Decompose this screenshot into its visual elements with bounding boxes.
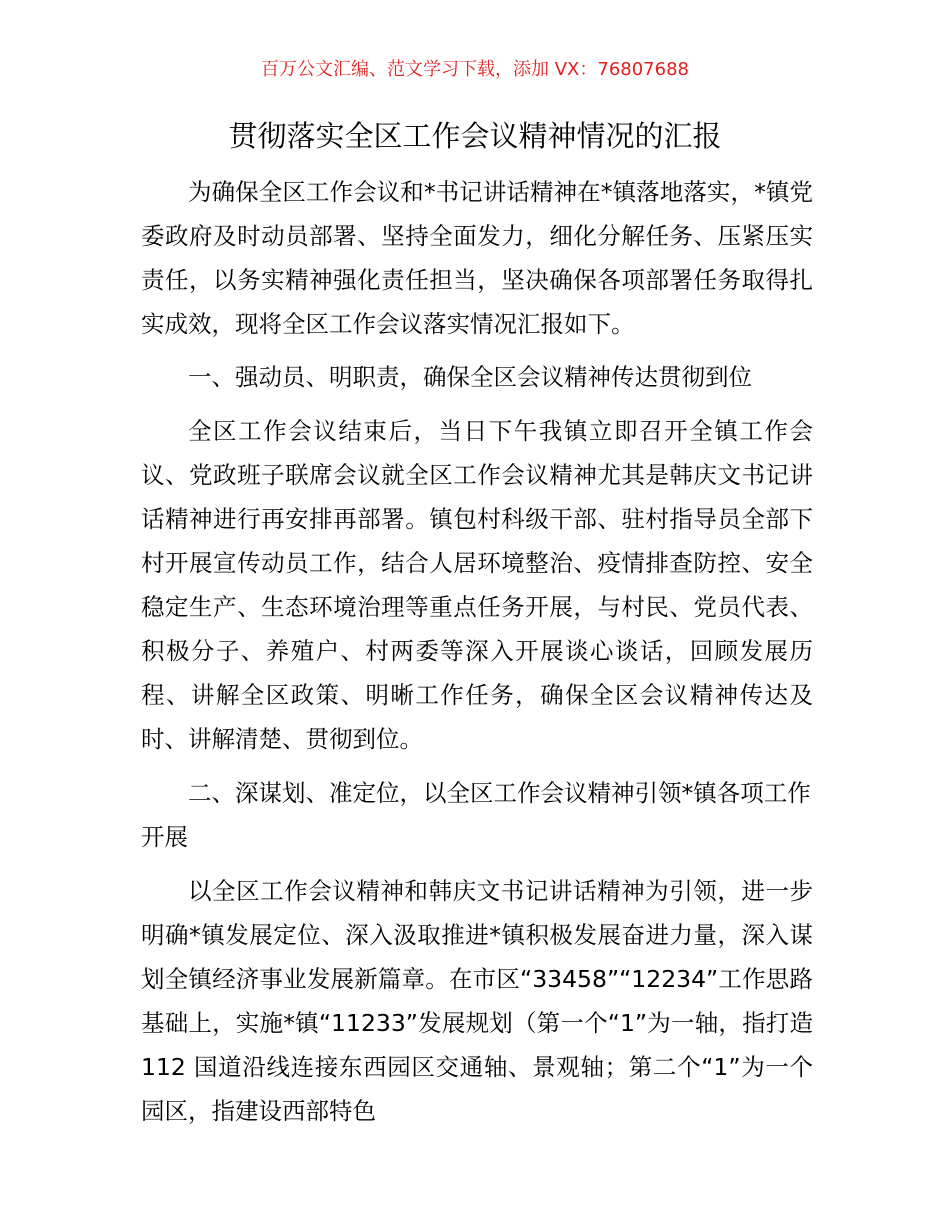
section-1-paragraph: 全区工作会议结束后，当日下午我镇立即召开全镇工作会议、党政班子联席会议就全区工作会议精神尤其是韩庆文书记讲话精神进行再安排再部署。镇包村科级干部、驻村指导员全部下村开展宣传动员工作，结合人居环境整治、疫情排查防控、安全稳定生产、生态环境治理等重点任务开展，与村民、党员代表、积极分子、养殖户、村两委等深入开展谈心谈话，回顾发展历程、讲解全区政策、明晰工作任务，确保全区会议精神传达及时、讲解清楚、贯彻到位。: [141, 417, 813, 753]
document-body: [141, 170, 813, 1133]
section-1-heading: 一、强动员、明职责，确保全区会议精神传达贯彻到位: [188, 363, 752, 391]
section-2-paragraph: 以全区工作会议精神和韩庆文书记讲话精神为引领，进一步明确*镇发展定位、深入汲取推进*镇积极发展奋进力量，深入谋划全镇经济事业发展新篇章。在市区“33458”“12234”工作思路基础上，实施*镇“11233”发展规划（第一个“1”为一轴，指打造 112 国道沿线连接东西园区交通轴、景观轴；第二个“1”为一个园区，指建设西部特色: [141, 877, 813, 1125]
document-title: 贯彻落实全区工作会议精神情况的汇报: [228, 119, 722, 153]
watermark-banner: 百万公文汇编、范文学习下载，添加 VX：76807688: [261, 59, 689, 80]
section-2-heading: 二、深谋划、准定位，以全区工作会议精神引领*镇各项工作开展: [141, 779, 811, 851]
intro-paragraph: 为确保全区工作会议和*书记讲话精神在*镇落地落实，*镇党委政府及时动员部署、坚持全面发力，细化分解任务、压紧压实责任，以务实精神强化责任担当，坚决确保各项部署任务取得扎实成效，现将全区工作会议落实情况汇报如下。: [141, 178, 813, 338]
